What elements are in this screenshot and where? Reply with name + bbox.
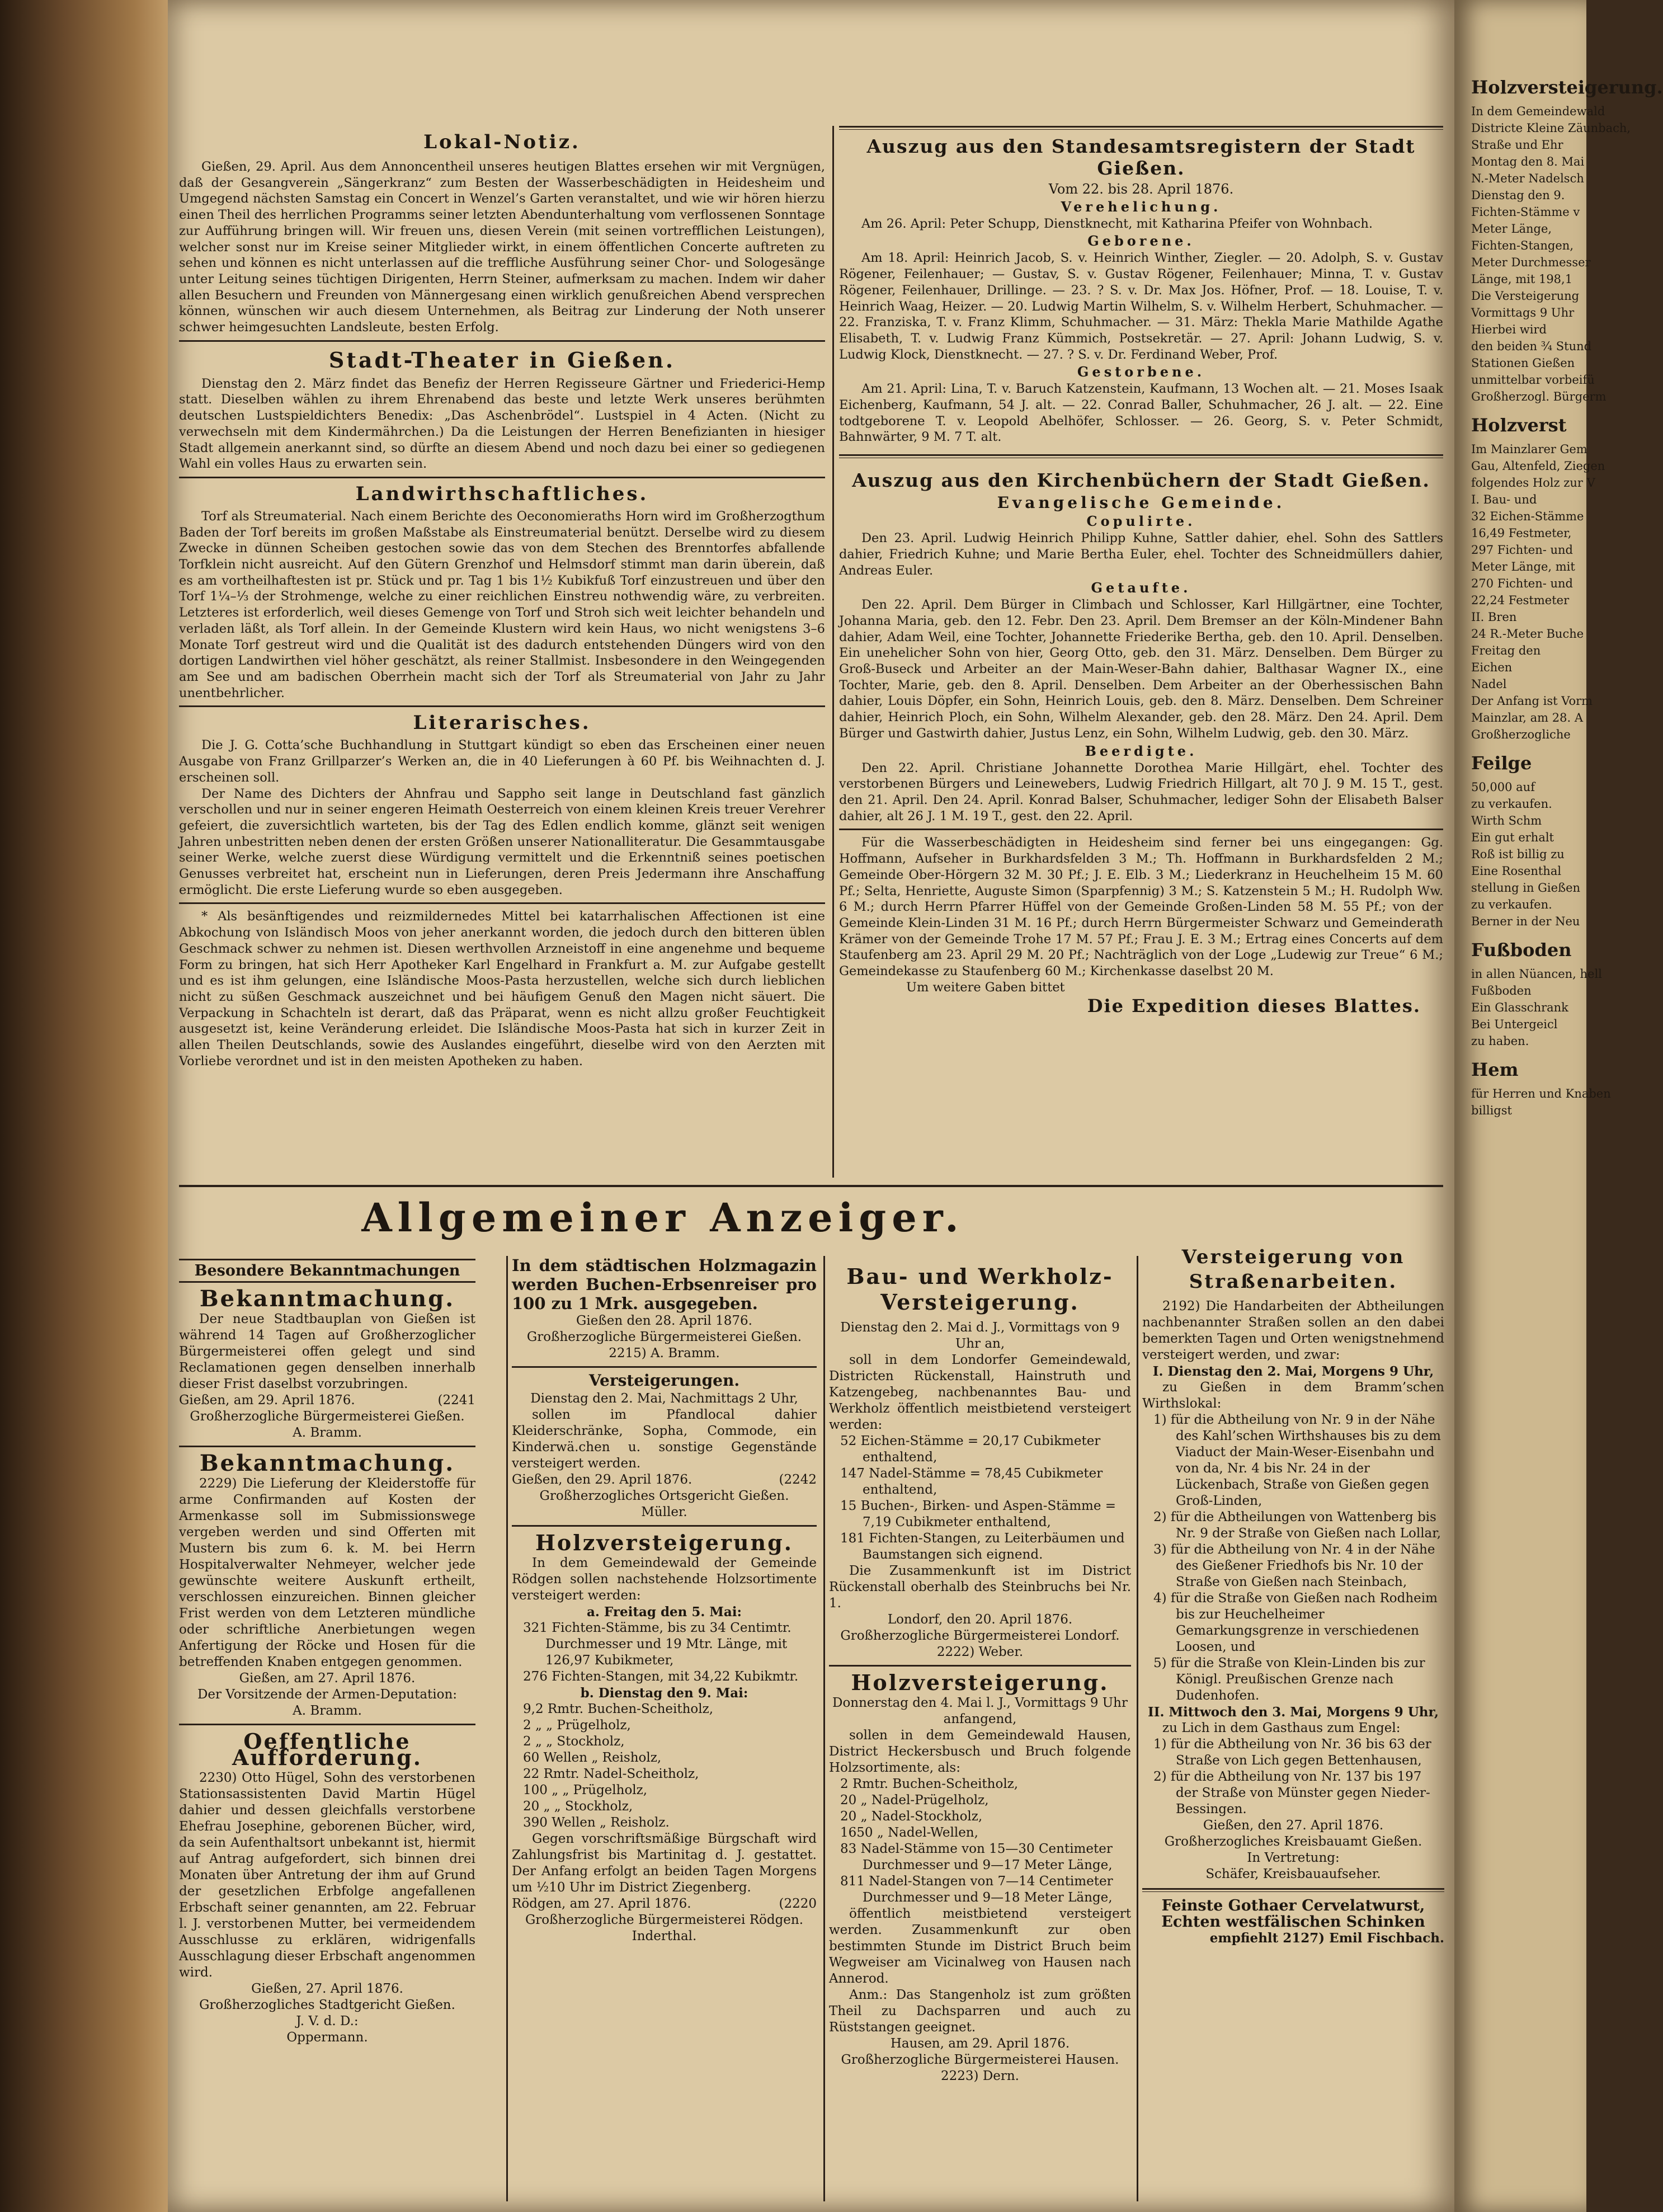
facing-page-line: Wirth Schm [1471, 814, 1542, 827]
facing-page-line: Fichten-Stangen, [1471, 239, 1574, 252]
ad-text: sollen in dem Gemeindewald Hausen, District Heckersbusch und Bruch folgende Holzsortimente, als: [829, 1728, 1131, 1775]
moos-text: * Als besänftigendes und reizmildernedes Mittel bei katarrhalischen Affectionen ist eine Abkochung von Isländisch Moos von jeher anerkannt worden, die jedoch durch den bitteren üblen Geschmack schwer zu nehmen ist. Diesen werthvollen Arzneistoff in eine angenehme und bequeme Form zu bringen, hat sich Herr Apotheker Karl Engelhard in Frankfurt a. M. zur Aufgabe gestellt und es ist ihm gelungen, eine Isländische Moos-Pasta herzustellen, welche sich durch lieblichen nicht zu süßen Geschmack auszeichnet und bei häufigem Genuß den Magen nicht säuert. Die Verpackung in Schachteln ist derart, daß das Präparat, wenn es nicht allzu großer Feuchtigkeit ausgesetzt ist, keine Veränderung erleidet. Die Isländische Moos-Pasta hat sich in kurzer Zeit in allen Theilen Deutschlands, sowie des Auslandes eingeführt, dieselbe wird von den Aerzten mit Vorliebe verordnet und ist in den meisten Apotheken zu haben. [179, 909, 825, 1069]
ad-text: In dem Gemeindewald der Gemeinde Rödgen sollen nachstehende Holzsortimente versteigert werden: [512, 1556, 817, 1603]
ad-title-holzmagazin: In dem städtischen Holzmagazin werden Buchen-Erbsenreiser pro 100 zu 1 Mrk. ausgegeben. [512, 1256, 817, 1313]
ad-title-aufforderung: Oeffentliche Aufforderung. [232, 1729, 422, 1770]
divider [179, 902, 825, 904]
ad-title-werkholz: Bau- und Werkholz-Versteigerung. [846, 1264, 1114, 1315]
ad-title-bekanntmachung-1: Bekanntmachung. [199, 1286, 455, 1312]
divider [179, 477, 825, 478]
theater-text: Dienstag den 2. März findet das Benefiz der Herren Regisseure Gärtner und Friederici-Hemp statt. Dieselben wählen zu ihrem Ehrenabend das beste und letzte Werk unseres berühmten deutschen Lustspieldichters Benedix: „Das Aschenbrödel“. Lustspiel in 4 Acten. (Nicht zu verwechseln mit dem Kindermährchen.) Da die Leistungen der Herren Benefizianten in hiesiger Stadt allgemein anerkannt sind, so dürfte an diesem Abend und noch dazu bei einer so gediegenen Wahl ein volles Haus zu erwarten sein. [179, 376, 825, 472]
facing-page-line: stellung in Gießen [1471, 881, 1581, 895]
ad-item: 181 Fichten-Stangen, zu Leiterbäumen und Baumstangen sich eignend. [840, 1531, 1125, 1562]
facing-page-heading: Hem [1471, 1059, 1519, 1080]
facing-page-line: Großherzogl. Bürgerm [1471, 390, 1607, 403]
ad-signature-name: 2215) A. Bramm. [609, 1346, 720, 1361]
facing-page-line: Länge, mit 198,1 [1471, 272, 1573, 286]
facing-page-line: II. Bren [1471, 610, 1517, 624]
facing-page-line: Montag den 8. Mai [1471, 155, 1585, 168]
literar-title: Literarisches. [413, 712, 591, 735]
ad-date: Gießen, 27. April 1876. [251, 1982, 403, 1996]
ad-cervelat-line1: Feinste Gothaer Cervelatwurst, [1161, 1897, 1425, 1914]
ad-day: II. Mittwoch den 3. Mai, Morgens 9 Uhr, [1148, 1705, 1439, 1720]
ad-note: Anm.: Das Stangenholz ist zum größten Theil zu Dachsparren und auch zu Rüststangen geeignet. [829, 1988, 1131, 2035]
facing-page-line: 270 Fichten- und [1471, 577, 1573, 590]
kirchen-copulirte: Den 23. April. Ludwig Heinrich Philipp Kuhne, Sattler dahier, ehel. Sohn des Sattlers dahier, Friedrich Kuhne; und Marie Bertha Euler, ehel. Tochter des Schneidmüllers dahier, Andreas Euler. [839, 531, 1443, 578]
ad-signature: Großherzogliches Ortsgericht Gießen. [539, 1489, 789, 1503]
ad-signature: Großherzogliches Kreisbauamt Gießen. [1164, 1834, 1422, 1849]
ad-item-list [829, 1776, 1131, 1906]
theater-title: Stadt-Theater in Gießen. [328, 347, 676, 373]
masthead: Allgemeiner Anzeiger. [361, 1194, 964, 1241]
ad-signature-name: Müller. [641, 1505, 687, 1519]
facing-page-line: N.-Meter Nadelsch [1471, 172, 1584, 185]
ad-item: 100 „ „ Prügelholz, [523, 1783, 648, 1797]
facing-page-line: Fichten-Stämme v [1471, 205, 1580, 219]
gaben-text: Für die Wasserbeschädigten in Heidesheim sind ferner bei uns eingegangen: Gg. Hoffmann, Aufseher in Burkhardsfelden 3 M.; Th. Hoffmann in Burkhardsfelden 2 M.; Gemeinde Ober-Hörgern 32 M. 30 Pf.; J. E. Elb. 3 M.; Liederkranz in Heuchelheim 15 M. 60 Pf.; Selta, Henriette, Auguste Simon (Sparpfennig) 3 M.; S. Katzenstein 5 M.; H. Rudolph Ww. 6 M.; durch Herrn Pfarrer Hüffel von der Gemeinde Großen-Linden 58 M. 55 Pf.; von der Gemeinde Klein-Linden 31 M. 16 Pf.; durch Herrn Bürgermeister Schwarz und Gemeinderath Krämer von der Gemeinde Trohe 17 M. 57 Pf.; Frau J. E. 3 M.; Ertrag eines Concerts auf dem Staufenberg am 23. April 29 M. 20 Pf.; Nachträglich von der Loge „Ludewig zur Treue“ 6 M.; Gemeindekasse zu Staufenberg 60 M.; Kirchenkasse daselbst 20 M. [839, 835, 1443, 979]
ad-signature-sub: In Vertretung: [1247, 1851, 1340, 1865]
facing-page-line: Nadel [1471, 677, 1507, 691]
divider [512, 1525, 817, 1527]
facing-page-line: billigst [1471, 1104, 1512, 1117]
ad-item: 1650 „ Nadel-Wellen, [840, 1825, 978, 1840]
ad-signature-name: A. Bramm. [293, 1425, 362, 1440]
ad-text: 2192) Die Handarbeiten der Abtheilungen nachbenannter Straßen sollen an den dabei bemerkten Tagen und Orten wenigstnehmend versteigert werden, und zwar: [1142, 1299, 1444, 1362]
ad-when: Dienstag den 2. Mai, Nachmittags 2 Uhr, [530, 1391, 798, 1406]
ad-text: soll in dem Londorfer Gemeindewald, Districten Rückenstall, Hainstruth und Katzengebeg, nachbenanntes Bau- und Werkholz öffentlich meistbietend versteigert werden: [829, 1353, 1131, 1432]
ad-signature-name: A. Bramm. [293, 1703, 362, 1718]
newspaper-page [168, 0, 1454, 2212]
literar-text-2: Der Name des Dichters der Ahnfrau und Sappho seit lange in Deutschland fast gänzlich verschollen und nur in seiner engeren Heimath Oesterreich von einem kleinen Kreis treuer Verehrer gefeiert, die zuversichtlich warteten, bis der Tag des Edlen endlich komme, glänzt seit wenigen Jahren unbestritten neben denen der ersten Größen unserer Nationalliteratur. Die Gesammtausgabe seiner Werke, welche zuerst diese Würdigung vermittelt und die Erkenntniß seines poetischen Genusses verbreitet hat, erscheint nun in Lieferungen, deren Preis Jedermann ihre Anschaffung ermöglicht. Die erste Lieferung wurde so eben ausgegeben. [179, 786, 825, 897]
ad-signature: Großherzogliche Bürgermeisterei Hausen. [841, 2053, 1119, 2067]
ad-signature-name: Schäfer, Kreisbauaufseher. [1205, 1867, 1381, 1881]
facing-page-line: Vormittags 9 Uhr [1471, 306, 1575, 319]
divider [839, 829, 1443, 830]
facing-page-line: 50,000 auf [1471, 780, 1535, 794]
ad-item: 52 Eichen-Stämme = 20,17 Cubikmeter enthaltend, [840, 1434, 1101, 1465]
ad-item-list [1142, 1412, 1444, 1704]
ad-text: Gegen vorschriftsmäßige Bürgschaft wird Zahlungsfrist bis Martinitag d. J. gestattet. Der Anfang erfolgt an beiden Tagen Morgens um ½10 Uhr im District Ziegenberg. [512, 1832, 817, 1895]
book-binding-shadow [0, 0, 168, 2212]
standesamt-marriages: Am 26. April: Peter Schupp, Dienstknecht, mit Katharina Pfeifer von Wohnbach. [861, 216, 1373, 231]
ad-date: Gießen den 28. April 1876. [576, 1314, 752, 1328]
ad-item: 1) für die Abtheilung von Nr. 36 bis 63 der Straße von Lich gegen Bettenhausen, [1153, 1737, 1431, 1768]
divider [829, 1665, 1131, 1667]
right-news-column [839, 126, 1443, 1178]
facing-page-line: Roß ist billig zu [1471, 848, 1565, 861]
ad-signature: Großherzogliche Bürgermeisterei Londorf. [840, 1629, 1120, 1643]
kirchen-heading-getaufte: Getaufte. [1091, 580, 1191, 596]
facing-page-text [1471, 67, 1663, 1119]
facing-page-heading: Fußboden [1471, 939, 1572, 961]
ad-signature-name: 2222) Weber. [936, 1645, 1024, 1659]
facing-page-line: Bei Untergeicl [1471, 1018, 1558, 1031]
ad-item: 15 Buchen-, Birken- und Aspen-Stämme = 7,19 Cubikmeter enthaltend, [840, 1499, 1116, 1529]
ad-item: 2) für die Abtheilung von Nr. 137 bis 197 der Straße von Münster gegen Nieder-Bessingen. [1153, 1769, 1430, 1816]
ad-signature: Der Vorsitzende der Armen-Deputation: [197, 1687, 458, 1702]
ad-item: 5) für die Straße von Klein-Linden bis zur Königl. Preußischen Grenze nach Dudenhofen. [1153, 1656, 1425, 1703]
facing-page-line: Eine Rosenthal [1471, 864, 1562, 878]
facing-page-line: folgendes Holz zur V [1471, 476, 1595, 490]
ad-signature: Großherzogliche Bürgermeisterei Gießen. [526, 1330, 802, 1344]
facing-page-line: Der Anfang ist Vorm [1471, 694, 1593, 708]
lokal-text: Gießen, 29. April. Aus dem Annoncentheil unseres heutigen Blattes ersehen wir mit Vergnügen, daß der Gesangverein „Sängerkranz“ zum Besten der Wasserbeschädigten in Heidesheim und Umgegend nächsten Samstag ein Concert in Wenzel’s Garten veranstaltet, und wie wir hören hierzu einen Theil des herrlichen Programms seiner letzten Abendunterhaltung vom verflossenen Sonntage zur Aufführung bringen will. Wir freuen uns, diesen Verein (mit seinen vortrefflichen Leistungen), welcher sonst nur im Kreise seiner Mitglieder wirkt, in einem öffentlichen Concerte auftreten zu sehen und können es nicht unterlassen auf die treffliche Ausführung seiner Chor- und Sologesänge unter Leitung seines tüchtigen Dirigenten, Herrn Steiner, aufmerksam zu machen. Indem wir daher allen Besuchern und Freunden von Männergesang einen wirklich genußreichen Abend versprechen können, wünschen wir auch diesem Unternehmen, als Beitrag zur Linderung der Noth unserer schwer heimgesuchten Landsleute, besten Erfolg. [179, 159, 825, 335]
ad-signature-sub: J. V. d. D.: [296, 2014, 359, 2029]
ad-item: 20 „ „ Stockholz, [523, 1799, 633, 1814]
ad-meeting: Die Zusammenkunft ist im District Rückenstall oberhalb des Steinbruchs bei Nr. 1. [829, 1564, 1131, 1611]
ad-item: 3) für die Abtheilung von Nr. 4 in der Nähe des Gießener Friedhofs bis Nr. 10 der Straße von Gießen nach Steinbach, [1153, 1542, 1435, 1589]
ad-signature: Großherzogliche Bürgermeisterei Rödgen. [525, 1913, 804, 1927]
ad-item: 390 Wellen „ Reisholz. [523, 1815, 670, 1830]
ad-column-2 [512, 1256, 817, 2201]
kirchen-subtitle: Evangelische Gemeinde. [997, 493, 1285, 512]
kirchen-getaufte: Den 22. April. Dem Bürger in Climbach und Schlosser, Karl Hillgärtner, eine Tochter, Johanna Maria, geb. den 12. Febr. Den 23. April. Dem Bremser an der Köln-Mindener Bahn dahier, Adam Weil, eine Tochter, Johannette Friederike Bertha, geb. den 10. April. Denselben. Ein unehelicher Sohn von hier, Georg Otto, geb. den 31. März. Denselben. Dem Bürger zu Groß-Buseck und Arbeiter an der Main-Weser-Bahn dahier, Balthasar Wagner IX., eine Tochter, Marie, geb. den 8. April. Denselben. Dem Arbeiter an der Oberhessischen Bahn dahier, Louis Döpfer, ein Sohn, Heinrich Louis, geb. den 8. März. Denselben. Dem Schreiner dahier, Heinrich Ploch, ein Sohn, Wilhelm Alexander, geb. den 28. März. Den 24. April. Dem Bürger und Gastwirth dahier, Justus Lenz, ein Sohn, Wilhelm Ludwig, geb. den 30. März. [839, 597, 1443, 741]
ad-signature-name: Oppermann. [286, 2030, 368, 2045]
ad-title-holzversteigerung-roedgen: Holzversteigerung. [535, 1530, 793, 1555]
facing-page-line: Stationen Gießen [1471, 356, 1575, 370]
facing-page-line: Mainzlar, am 28. A [1471, 711, 1583, 724]
ad-item-list [829, 1433, 1131, 1563]
facing-page-line: Meter Länge, mit [1471, 560, 1575, 573]
ad-number: (2220 [779, 1896, 817, 1911]
ad-date: Gießen, den 29. April 1876. [512, 1472, 692, 1487]
double-rule [1142, 1888, 1444, 1892]
facing-page-line: zu haben. [1471, 1034, 1529, 1048]
divider [179, 1446, 475, 1447]
ad-item: 83 Nadel-Stämme von 15—30 Centimeter Durchmesser und 9—17 Meter Länge, [840, 1842, 1113, 1872]
standesamt-births: Am 18. April: Heinrich Jacob, S. v. Heinrich Winther, Ziegler. — 20. Adolph, S. v. Gustav Rögener, Feilenhauer; — Gustav, S. v. Gustav Rögener, Feilenhauer; Minna, T. v. Gustav Rögener, Feilenhauer, Drillinge. — 23. ? S. v. Dr. Max Jos. Höfner, Prof. — 18. Louise, T. v. Heinrich Waag, Heizer. — 20. Ludwig Martin Wilhelm, S. v. Wilhelm Herbert, Schuhmacher. — 22. Franziska, T. v. Franz Klimm, Schuhmacher. — 31. März: Thekla Marie Mathilde Agathe Elisabeth, T. v. Ludwig Franz Kümmich, Postsekretär. — 27. April: Johann Ludwig, S. v. Ludwig Klock, Dienstknecht. — 27. ? S. v. Dr. Ferdinand Weber, Prof. [839, 251, 1443, 362]
divider [179, 1724, 475, 1725]
facing-page-line: 297 Fichten- und [1471, 543, 1573, 557]
facing-page-line: Freitag den [1471, 644, 1541, 657]
ad-item: 2 Rmtr. Buchen-Scheitholz, [840, 1777, 1019, 1791]
standesamt-deaths: Am 21. April: Lina, T. v. Baruch Katzenstein, Kaufmann, 13 Wochen alt. — 21. Moses Isaak Eichenberg, Kaufmann, 54 J. alt. — 22. Conrad Baller, Schuhmacher, 26 J. alt. — 22. Eine todtgeborene T. v. Leopold Abelhöfer, Schlosser. — 26. Georg, S. v. Peter Schmidt, Bahnwärter, 9 M. 7 T. alt. [839, 382, 1443, 445]
ad-item: 1) für die Abtheilung von Nr. 9 in der Nähe des Kahl’schen Wirthshauses bis zu dem Viaduct der Main-Weser-Eisenbahn und von da, Nr. 4 bis Nr. 24 in der Lückenbach, Straße von Gießen gegen Groß-Linden, [1153, 1413, 1441, 1508]
ad-when: Dienstag den 2. Mai d. J., Vormittags von 9 Uhr an, [840, 1320, 1120, 1351]
facing-page-line: unmittelbar vorbeifü [1471, 373, 1595, 387]
ad-place: zu Gießen in dem Bramm’schen Wirthslokal: [1142, 1380, 1444, 1411]
ad-item: 2 „ „ Prügelholz, [523, 1718, 631, 1733]
section-label: Besondere Bekanntmachungen [179, 1259, 475, 1283]
ad-column-1 [179, 1259, 475, 2199]
ad-item: 321 Fichten-Stämme, bis zu 34 Centimtr. Durchmesser und 19 Mtr. Länge, mit 126,97 Kubikmeter, [523, 1621, 792, 1668]
facing-page-line: Ein Glasschrank [1471, 1001, 1568, 1014]
facing-page-heading: Holzversteigerung. [1471, 77, 1663, 98]
ad-text: öffentlich meistbietend versteigert werden. Zusammenkunft zur oben bestimmten Stunde im District Bruch beim Wegweiser am Vicinalweg von Hausen nach Annerod. [829, 1907, 1131, 1986]
ad-signature: Großherzogliches Stadtgericht Gießen. [199, 1998, 455, 2012]
ad-date: Londorf, den 20. April 1876. [887, 1612, 1073, 1627]
ad-number: (2242 [779, 1472, 817, 1487]
kirchen-beerdigte: Den 22. April. Christiane Johannette Dorothea Marie Hillgärt, ehel. Tochter des verstorbenen Bürgers und Leinewebers, Ludwig Friedrich Hillgart, alt 70 J. 9 M. 15 T., gest. den 21. April. Den 24. April. Konrad Balser, Schuhmacher, lediger Sohn der Elisabeth Balser dahier, alt 26 J. 1 M. 19 T., gest. den 22. April. [839, 760, 1443, 823]
ad-item: 2 „ „ Stockholz, [523, 1734, 625, 1749]
ad-item: 4) für die Straße von Gießen nach Rodheim bis zur Heuchelheimer Gemarkungsgrenze in verschiedenen Loosen, und [1153, 1591, 1438, 1654]
ad-item: 2) für die Abtheilungen von Wattenberg bis Nr. 9 der Straße von Gießen nach Lollar, [1153, 1510, 1441, 1541]
facing-page-line: Großherzogliche [1471, 728, 1571, 741]
facing-page-line: für Herren und Knaben [1471, 1087, 1611, 1100]
ad-date: Gießen, am 29. April 1876. [179, 1393, 355, 1408]
column-rule [832, 126, 834, 1178]
facing-page-line: Meter Durchmesser [1471, 256, 1591, 269]
kirchen-title: Auszug aus den Kirchenbüchern der Stadt Gießen. [852, 469, 1430, 492]
ad-date: Hausen, am 29. April 1876. [890, 2036, 1070, 2051]
ad-signature-name: 2223) Dern. [941, 2069, 1019, 2083]
facing-page-line: Eichen [1471, 661, 1513, 674]
divider [179, 705, 825, 707]
ad-text: 2229) Die Lieferung der Kleiderstoffe für arme Confirmanden auf Kosten der Armenkasse soll im Submissionswege vergeben werden und sind Offerten mit Mustern bis zum 6. k. M. bei Herrn Hospitalverwalter Nehmeyer, welcher jede gewünschte weitere Auskunft ertheilt, verschlossen einzureichen. Binnen gleicher Frist werden von dem Letzteren mündliche oder schriftliche Anerbietungen wegen Anfertigung der Röcke und Hosen für die betreffenden Knaben entgegen genommen. [179, 1476, 475, 1669]
ad-item: 60 Wellen „ Reisholz, [523, 1750, 662, 1765]
ad-item: 20 „ Nadel-Stockholz, [840, 1809, 983, 1824]
facing-page-heading: Holzverst [1471, 415, 1567, 436]
left-news-column [179, 129, 825, 1180]
ad-number: (2241 [437, 1393, 475, 1408]
ad-item: 22 Rmtr. Nadel-Scheitholz, [523, 1767, 699, 1781]
column-rule [1137, 1256, 1138, 2201]
standesamt-heading-deaths: Gestorbene. [1077, 364, 1205, 380]
facing-page-line: Dienstag den 9. [1471, 189, 1565, 202]
column-rule [506, 1256, 508, 2201]
double-rule [839, 454, 1443, 458]
kirchen-heading-copulirte: Copulirte. [1086, 513, 1196, 530]
facing-page-line: 32 Eichen-Stämme [1471, 510, 1584, 523]
section-rule [179, 1185, 1443, 1187]
divider [512, 1366, 817, 1368]
ad-when: Donnerstag den 4. Mai l. J., Vormittags 9 Uhr anfangend, [832, 1696, 1128, 1726]
ad-day: b. Dienstag den 9. Mai: [580, 1686, 748, 1701]
literar-text-1: Die J. G. Cotta’sche Buchhandlung in Stuttgart kündigt so eben das Erscheinen einer neuen Ausgabe von Franz Grillparzer’s Werken an, die in 40 Lieferungen à 60 Pf. bis Weihnachten d. J. erscheinen soll. [179, 738, 825, 785]
ad-item: 9,2 Rmtr. Buchen-Scheitholz, [523, 1702, 714, 1716]
ad-item-list [512, 1701, 817, 1831]
ad-day: I. Dienstag den 2. Mai, Morgens 9 Uhr, [1152, 1364, 1434, 1379]
facing-page-line: Ein gut erhalt [1471, 831, 1554, 844]
ad-cervelat-line2: Echten westfälischen Schinken [1161, 1913, 1425, 1931]
facing-page-line: 16,49 Festmeter, [1471, 526, 1572, 540]
ad-place: zu Lich in dem Gasthaus zum Engel: [1162, 1721, 1401, 1735]
ad-date: Gießen, am 27. April 1876. [239, 1671, 416, 1686]
facing-page-line: Straße und Ehr [1471, 138, 1563, 152]
facing-page-line: Im Mainzlarer Gem [1471, 443, 1587, 456]
facing-page-line: Meter Länge, [1471, 222, 1552, 236]
facing-page-line: zu verkaufen. [1471, 898, 1552, 911]
facing-page-heading: Feilge [1471, 752, 1532, 774]
landwirth-text: Torf als Streumaterial. Nach einem Berichte des Oeconomieraths Horn wird im Großherzogthum Baden der Torf bereits im großen Maßstabe als Einstreumaterial benützt. Derselbe wird zu diesem Zwecke in dünnen Scheiben gestochen sowie das von dem Stechen des Brenntorfes abfallende Torfklein nicht ausreicht. Auf den Gütern Grenzhof und Helmsdorf stimmt man darin überein, daß es am vortheilhaftesten ist pr. Stück und pr. Tag 1 bis 1½ Kubikfuß Torf einzustreuen und über den Torf 1¼–⅓ der Strohmenge, welche zu einer reichlichen Einstreu nothwendig wäre, zu verbreiten. Letzteres ist erforderlich, weil dieses Gemenge von Torf und Stroh sich weit leichter behandeln und verladen läßt, als Torf allein. In der Gemeinde Klustern wird kein Haus, wo nicht wenigstens 3–6 Monate Torf gestreut wird und die Qualität ist des dadurch entstehenden Düngers wird von den dortigen Landwirthen viel höher geschätzt, als reiner Stallmist. Insbesondere in den Weingegenden am See und am badischen Oberrhein macht sich der Torf als Streumaterial von Jahr zu Jahr unentbehrlicher. [179, 509, 825, 700]
ad-item: 276 Fichten-Stangen, mit 34,22 Kubikmtr. [523, 1669, 799, 1684]
column-rule [823, 1256, 825, 2201]
ad-title-bekanntmachung-2: Bekanntmachung. [199, 1450, 455, 1476]
ad-item: 811 Nadel-Stangen von 7—14 Centimeter Durchmesser und 9—18 Meter Länge, [840, 1874, 1113, 1905]
standesamt-heading-marriages: Verehelichung. [1061, 198, 1222, 215]
facing-page-line: zu verkaufen. [1471, 797, 1552, 811]
facing-page-line: Hierbei wird [1471, 323, 1547, 336]
ad-signature-name: Inderthal. [632, 1929, 697, 1943]
ad-cervelat-line3: empfiehlt 2127) Emil Fischbach. [1209, 1931, 1444, 1946]
ad-title-versteigerungen: Versteigerungen. [588, 1371, 740, 1390]
facing-page-line: Fußboden [1471, 984, 1532, 997]
ad-text: 2230) Otto Hügel, Sohn des verstorbenen Stationsassistenten David Martin Hügel dahier und dessen gleichfalls verstorbene Ehefrau Josephine, geborenen Bücher, wird, da sein Aufenthaltsort unbekannt ist, hiermit auf Antrag aufgefordert, sich binnen drei Monaten über Antretung der ihm auf Grund der gesetzlichen Erbfolge angefallenen Erbschaft seiner genannten, am 22. Februar l. J. verstorbenen Mutter, bei vermeidendem Ausschlusse zu erklären, widrigenfalls Ausschlagung dieser Erbschaft angenommen wird. [179, 1771, 475, 1980]
facing-page-strip [1454, 0, 1663, 2212]
kirchen-heading-beerdigte: Beerdigte. [1085, 742, 1198, 759]
divider [179, 340, 825, 342]
ad-text: sollen im Pfandlocal dahier Kleiderschränke, Sopha, Commode, ein Kinderwä.chen u. sonstige Gegenstände versteigert werden. [512, 1408, 817, 1471]
standesamt-heading-births: Geborene. [1087, 233, 1195, 250]
facing-page-line: In dem Gemeindewald [1471, 105, 1605, 118]
gaben-signature: Die Expedition dieses Blattes. [1087, 995, 1421, 1017]
ad-day: a. Freitag den 5. Mai: [587, 1604, 742, 1620]
facing-page-line: in allen Nüancen, hell [1471, 967, 1602, 981]
ad-title-holzversteigerung-hausen: Holzversteigerung. [851, 1670, 1109, 1695]
facing-page-line: Districte Kleine Zäunbach, [1471, 121, 1631, 135]
facing-page-line: Die Versteigerung [1471, 289, 1580, 303]
ad-item: 20 „ Nadel-Prügelholz, [840, 1793, 989, 1808]
facing-page-line: 22,24 Festmeter [1471, 594, 1570, 607]
facing-page-line: I. Bau- und [1471, 493, 1537, 506]
standesamt-title: Auszug aus den Standesamtsregistern der Stadt Gießen. [866, 135, 1416, 179]
ad-date: Gießen, den 27. April 1876. [1203, 1818, 1384, 1833]
ad-title-strassenarbeiten: Versteigerung von Straßenarbeiten. [1181, 1246, 1405, 1293]
landwirth-title: Landwirthschaftliches. [355, 482, 649, 505]
lokal-title: Lokal-Notiz. [423, 131, 581, 153]
ad-text: Der neue Stadtbauplan von Gießen ist während 14 Tagen auf Großherzoglicher Bürgermeisterei offen gelegt und sind Reclamationen gegen denselben innerhalb dieser Frist daselbst vorzubringen. [179, 1312, 475, 1391]
facing-page-line: den beiden ¾ Stund [1471, 340, 1592, 353]
facing-page-line: 24 R.-Meter Buche [1471, 627, 1584, 641]
double-rule [839, 126, 1443, 130]
gaben-more: Um weitere Gaben bittet [906, 980, 1065, 995]
ad-item-list [1142, 1736, 1444, 1818]
ad-column-3 [829, 1256, 1131, 2201]
facing-page-line: Gau, Altenfeld, Ziegen [1471, 459, 1605, 473]
ad-item-list [512, 1620, 817, 1685]
facing-page-line: Berner in der Neu [1471, 915, 1580, 928]
standesamt-period: Vom 22. bis 28. April 1876. [1048, 181, 1234, 197]
ad-item: 147 Nadel-Stämme = 78,45 Cubikmeter enthaltend, [840, 1466, 1103, 1497]
ad-date: Rödgen, am 27. April 1876. [512, 1896, 691, 1911]
ad-column-4 [1142, 1245, 1444, 2201]
ad-signature: Großherzogliche Bürgermeisterei Gießen. [190, 1409, 465, 1424]
